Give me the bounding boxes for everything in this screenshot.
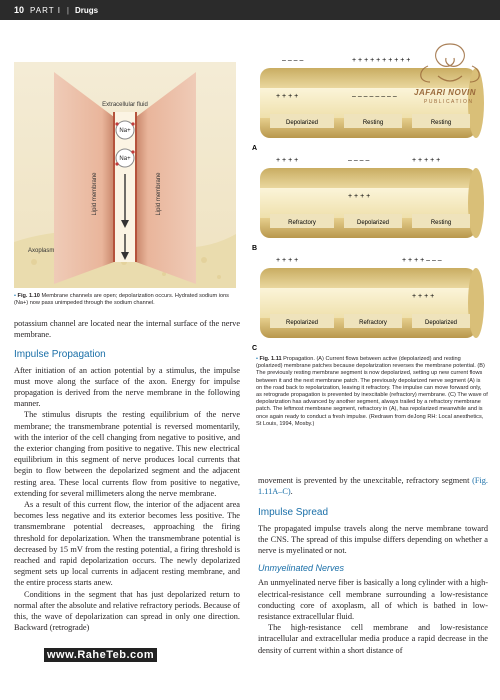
panel-a-label: A [252,145,258,152]
figure-1-11-caption: • Fig. 1.11 Propagation. (A) Current flows between active (depolarized) and resting (polarized) membrane patches because depolarization reverses the membrane potential. (B) The previously resting membrane segment is now depolarized, setting up new current flows between it and the next membrane patch. The previously depolarized nerve segment (A) is on the road back to repolarization, leaving it refractory. The impulse can move forward only, as retrograde propagation is prevented by inexcitable (refractory) membrane. (C) The wave of depolarization has advanced by another segment, always trailed by a refractory membrane patch. The leftmost membrane segment, refractory in (A), has repolarized meanwhile and is once again ready to conduct a fresh impulse. (Redrawn from deJong RH: Local anesthetics, St Louis, 1994, Mosby.) [256,356,488,427]
left-column [14,318,240,633]
heading-impulse-propagation: Impulse Propagation [14,349,106,361]
paragraph: Conditions in the segment that has just depolarized return to normal after the absolute and relative refractory periods. Because of this, the wave of depolarization can spread in only one direction. Backward (retrograde) [14,589,240,633]
site-watermark: www.RaheTeb.com [44,648,157,662]
figure-1-10 [14,62,236,288]
panel-a-signs-top: – – – – [282,57,304,64]
extracellular-fluid-label: Extracellular fluid [102,102,148,108]
panel-b [252,157,484,252]
continuation-paragraph: movement is prevented by the unexcitable, refractory segment (Fig. 1.11A–C). [258,476,488,497]
lipid-membrane-label-right: Lipid membrane [156,172,162,216]
panel-c [252,257,484,352]
membrane-channel-illustration [14,62,236,288]
sodium-ion-label-1: Na+ [119,128,131,134]
panel-b-signs-top: + + + + [276,157,299,164]
panel-c-seg-1: Repolarized [285,320,319,326]
axoplasm-label: Axoplasm [28,248,55,254]
panel-b-seg-3: Resting [430,220,452,226]
panel-a-seg-2: Resting [362,120,384,126]
figure-1-10-caption: • Fig. 1.10 Membrane channels are open; depolarization occurs. Hydrated sodium ions (Na+) now pass unimpeded through the sodium channel. [14,293,229,307]
panel-b-seg-1: Refractory [288,220,316,226]
panel-b-signs-top-mid: – – – – [348,157,370,164]
figure-reference-link[interactable]: (Fig. 1.11A–C) [258,476,488,497]
paragraph: The propagated impulse travels along the nerve membrane toward the CNS. The spread of this impulse differs depending on whether a nerve is myelinated or not. [258,523,488,556]
panel-c-seg-2: Refractory [359,320,387,326]
page-number: 10 [14,5,25,15]
panel-b-seg-2: Depolarized [356,220,390,226]
paragraph: The stimulus disrupts the resting equilibrium of the nerve membrane; the transmembrane potential is reversed momentarily, with the interior of the cell changing from negative to positive, and the exterior changing from positive to negative. This new electrical equilibrium in this segment of nerve produces local currents that begin to flow between the depolarized segment and the adjacent resting area. These local currents flow from positive to negative, extending for several millimeters along the nerve membrane. [14,410,240,498]
panel-b-label: B [252,245,258,252]
caption-text: Propagation. (A) Current flows between active (depolarized) and resting (polarized) membrane patches because depolarization reverses the membrane potential. (B) The previously resting membrane segment is now depolarized, setting up new current flows between it and the next membrane patch. The previously depolarized nerve segment (A) is on the road back to repolarization, leaving it refractory. The impulse can move forward only, as retrograde propagation is prevented by inexcitable (refractory) membrane. (C) The wave of depolarization has advanced by another segment, always trailed by a refractory membrane patch. The leftmost membrane segment, refractory in (A), has repolarized meanwhile and is once again ready to conduct a fresh impulse. (Redrawn from deJong RH: Local anesthetics, St Louis, 1994, Mosby.) [256,356,488,427]
panel-c-signs-top-right: + + + + – – – [402,257,442,264]
panel-a-seg-1: Depolarized [285,120,319,126]
panel-a-signs-inner-right: – – – – – – – – [352,93,397,100]
panel-c-signs-inner: + + + + [412,293,435,300]
paragraph: The high-resistance cell membrane and low-resistance intracellular and extracellular media produce a rapid decrease in the density of current within a short distance of [258,623,488,655]
subheading-unmyelinated-nerves: Unmyelinated Nerves [258,563,345,574]
panel-a-signs-inner: + + + + [276,93,299,100]
part-label: PART I [30,5,61,15]
panel-b-signs-inner: + + + + [348,193,371,200]
panel-c-signs-top: + + + + [276,257,299,264]
header-separator: | [66,5,69,15]
publisher-logo-watermark [408,36,492,116]
logo-line-1: JAFARI NOVIN [414,88,477,97]
panel-a-signs-top-right: + + + + + + + + + + [352,57,411,64]
lipid-membrane-label-left: Lipid membrane [92,172,98,216]
paragraph: An unmyelinated nerve fiber is basically a long cylinder with a high-electrical-resistance cell membrane surrounding a low-resistance conducting core of axoplasm, all of which is bathed in low-resistance extracellular fluid. [258,578,488,622]
panel-c-label: C [252,345,258,352]
logo-line-2: PUBLICATION [424,99,474,105]
caption-text: Membrane channels are open; depolarization occurs. Hydrated sodium ions (Na+) now pass unimpeded through the sodium channel. [14,293,229,307]
chapter-title: Drugs [75,5,99,15]
caption-fig-number: Fig. 1.10 [17,293,40,299]
caption-fig-number: Fig. 1.11 [259,356,282,362]
right-column [258,475,488,656]
panel-b-signs-top-right: + + + + + [412,157,441,164]
heading-impulse-spread: Impulse Spread [258,507,329,519]
panel-a-seg-3: Resting [430,120,452,126]
paragraph: After initiation of an action potential by a stimulus, the impulse must move along the surface of the axon. Energy for impulse propagation is derived from the nerve membrane in the following manner. [14,365,240,409]
panel-c-seg-3: Depolarized [424,320,458,326]
page-header [0,0,500,20]
sodium-ion-label-2: Na+ [119,156,131,162]
intro-paragraph: potassium channel are located near the internal surface of the nerve membrane. [14,319,240,340]
paragraph: As a result of this current flow, the interior of the adjacent area becomes less negative and its exterior becomes less positive. The transmembrane potential decreases, approaching the firing threshold for depolarization. When the transmembrane potential is decreased by 15 mV from the resting potential, a firing threshold is reached and rapid depolarization occurs. The newly depolarized segment sets up local currents in adjacent resting membrane, and the entire process starts anew. [14,500,240,588]
